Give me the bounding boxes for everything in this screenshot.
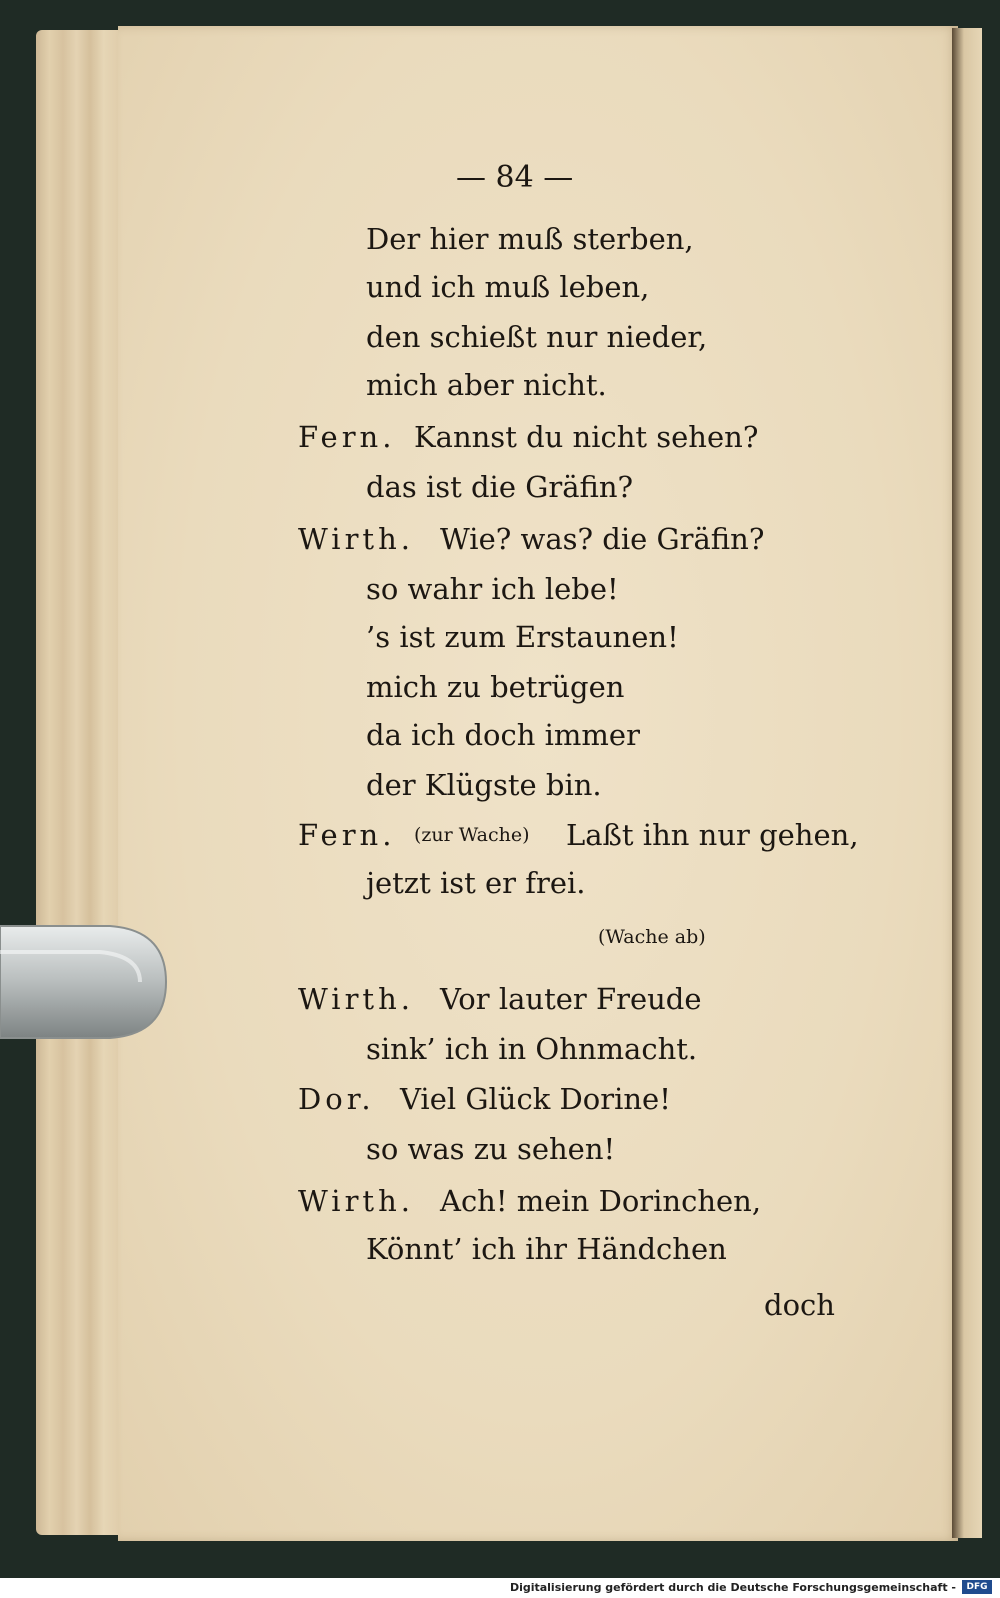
verse-line: Der hier muß sterben, bbox=[366, 222, 694, 256]
book-page-edges bbox=[36, 30, 126, 1535]
verse-line: Ach! mein Dorinchen, bbox=[440, 1184, 762, 1218]
speaker-name: Wirth. bbox=[298, 522, 414, 556]
verse-line: und ich muß leben, bbox=[366, 270, 650, 304]
verse-line: Viel Glück Dorine! bbox=[400, 1082, 671, 1116]
speaker-name: Fern. bbox=[298, 420, 396, 454]
speaker-name: Dor. bbox=[298, 1082, 375, 1116]
verse-line: sink’ ich in Ohnmacht. bbox=[366, 1032, 698, 1066]
verse-line: Wie? was? die Gräfin? bbox=[440, 522, 765, 556]
verse-line: mich aber nicht. bbox=[366, 368, 607, 402]
dfg-logo: DFG bbox=[962, 1580, 992, 1594]
verse-line: der Klügste bin. bbox=[366, 768, 602, 802]
verse-line: Vor lauter Freude bbox=[440, 982, 702, 1016]
verse-line: mich zu betrügen bbox=[366, 670, 625, 704]
verse-line: da ich doch immer bbox=[366, 718, 640, 752]
verse-line: Kannst du nicht sehen? bbox=[414, 420, 759, 454]
page-number: — 84 — bbox=[456, 160, 574, 195]
verse-line: den schießt nur nieder, bbox=[366, 320, 708, 354]
speaker-name: Wirth. bbox=[298, 982, 414, 1016]
footer-credit: Digitalisierung gefördert durch die Deutsche Forschungsgemeinschaft - bbox=[509, 1581, 956, 1594]
verse-line: jetzt ist er frei. bbox=[366, 866, 586, 900]
verse-line: so wahr ich lebe! bbox=[366, 572, 619, 606]
next-page-edge bbox=[952, 28, 982, 1538]
speaker-name: Wirth. bbox=[298, 1184, 414, 1218]
verse-line: das ist die Gräfin? bbox=[366, 470, 634, 504]
stage-direction: (Wache ab) bbox=[598, 926, 706, 948]
verse-line: Laßt ihn nur gehen, bbox=[566, 818, 859, 852]
page-clip-holder bbox=[0, 922, 168, 1042]
catchword: doch bbox=[764, 1288, 835, 1322]
verse-line: ’s ist zum Erstaunen! bbox=[366, 620, 679, 654]
speaker-name: Fern. bbox=[298, 818, 396, 852]
stage-direction: (zur Wache) bbox=[414, 824, 530, 846]
verse-line: so was zu sehen! bbox=[366, 1132, 616, 1166]
verse-line: Könnt’ ich ihr Händchen bbox=[366, 1232, 727, 1266]
